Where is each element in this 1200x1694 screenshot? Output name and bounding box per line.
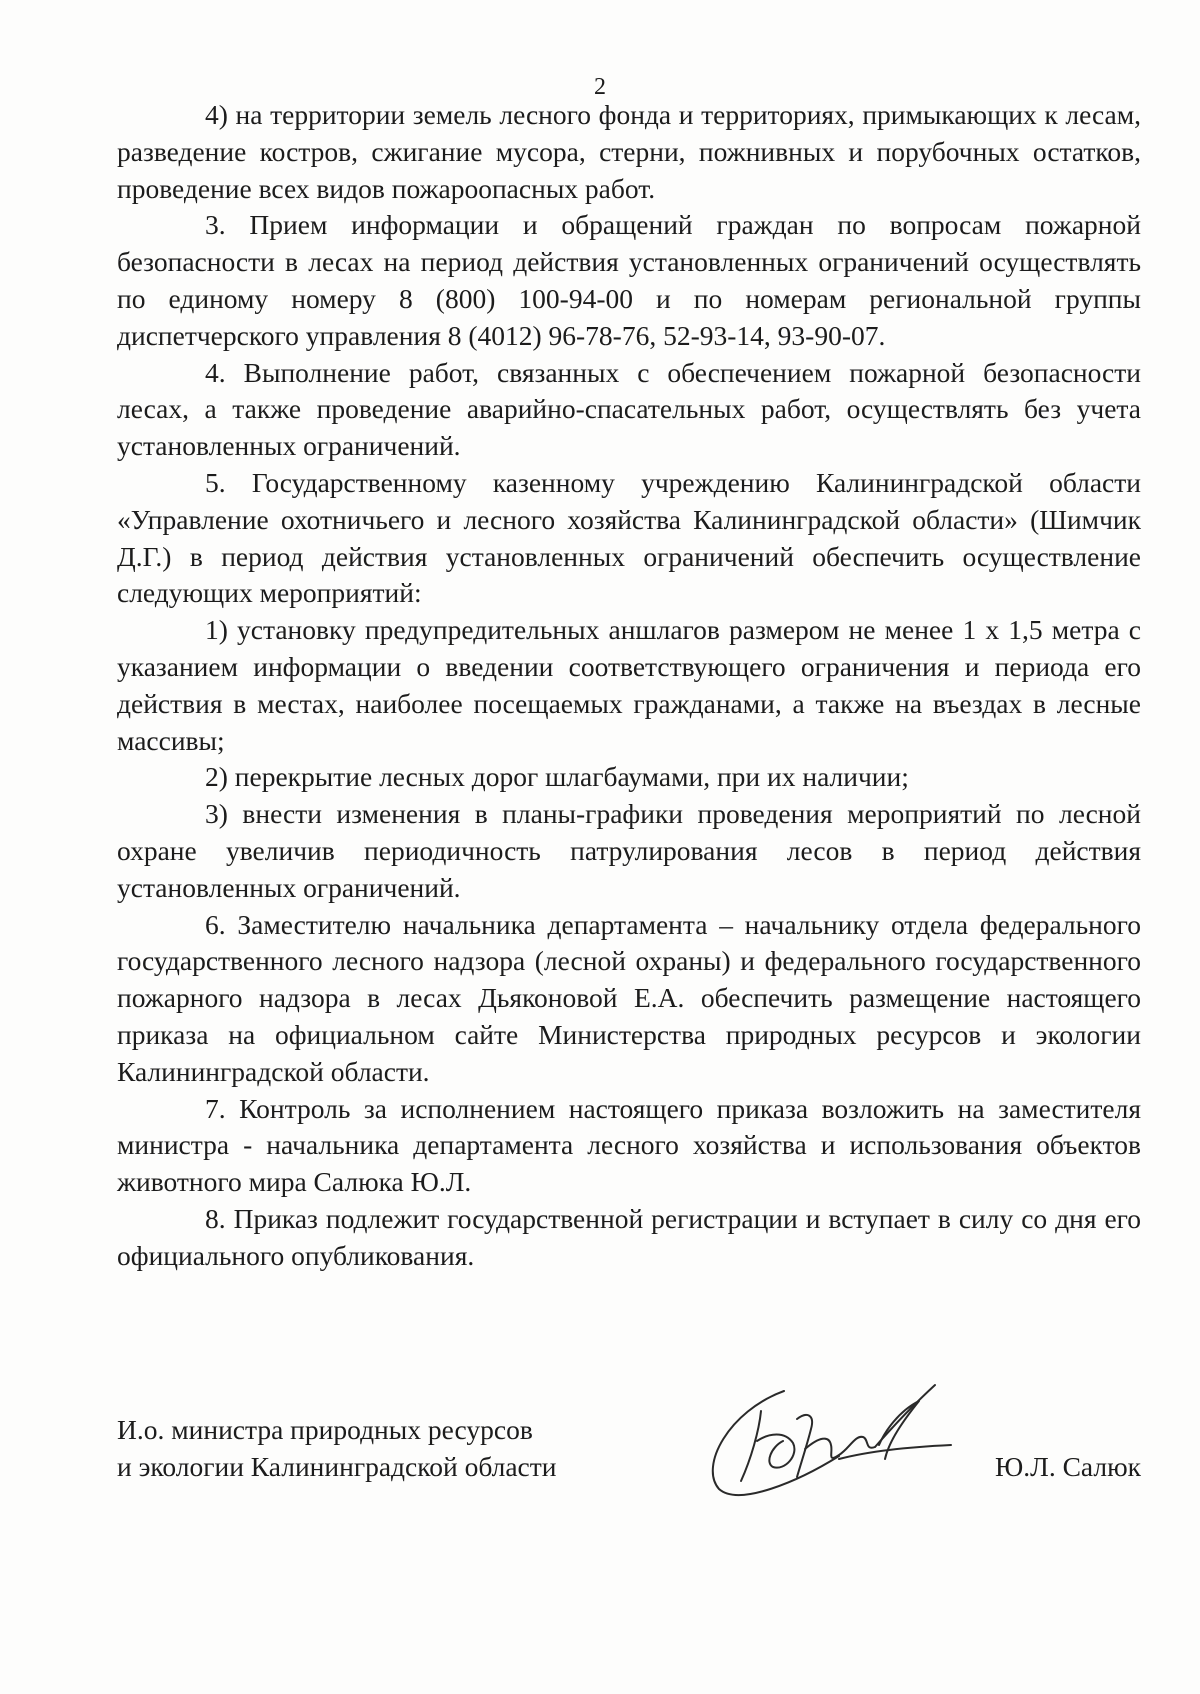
paragraph-3: 3. Прием информации и обращений граждан по вопросам пожарной безопасности в лесах на период действия установленных ограничений осуществлять по единому номеру 8 (800) 100-94-00 и по номерам региональной группы диспетчерского управления 8 (4012) 96-78-76, 52-93-14, 93-90-07.	[117, 209, 1141, 351]
paragraph-5: 5. Государственному казенному учреждению Калининградской области «Управление охотничьего и лесного хозяйства Калининградской области» (Шимчик Д.Г.) в период действия установленных ограничений обеспечить осуществление следующих мероприятий:	[117, 466, 1141, 609]
paragraph-7: 7. Контроль за исполнением настоящего приказа возложить на заместителя министра - начальника департамента лесного хозяйства и использования объектов животного мира Салюка Ю.Л.	[117, 1092, 1141, 1198]
paragraph-6: 6. Заместителю начальника департамента – начальнику отдела федерального государственного лесного надзора (лесной охраны) и федерального государственного пожарного надзора в лесах Дьяконовой Е.А. обеспечить размещение настоящего приказа на официальном сайте Министерства природных ресурсов и экологии Калининградской области.	[117, 908, 1141, 1087]
paragraph-item-4: 4) на территории земель лесного фонда и территориях, примыкающих к лесам, разведение костров, сжигание мусора, стерни, пожнивных и порубочных остатков, проведение всех видов пожароопасных работ.	[117, 99, 1141, 204]
paragraph-4: 4. Выполнение работ, связанных с обеспечением пожарной безопасности лесах, а также проведение аварийно-спасательных работ, осуществлять без учета установленных ограничений.	[117, 356, 1141, 462]
signer-title-line-2: и экологии Калининградской области	[117, 1451, 557, 1482]
signer-title	[117, 1411, 557, 1485]
paragraph-5-item-1: 1) установку предупредительных аншлагов размером не менее 1 х 1,5 метра с указанием информации о введении соответствующего ограничения и периода его действия в местах, наиболее посещаемых гражданами, а также на въездах в лесные массивы;	[117, 614, 1141, 756]
paragraph-5-item-3: 3) внести изменения в планы-графики проведения мероприятий по лесной охране увеличив периодичность патрулирования лесов в период действия установленных ограничений.	[117, 798, 1141, 903]
paragraph-5-item-2: 2) перекрытие лесных дорог шлагбаумами, при их наличии;	[205, 761, 909, 793]
signer-title-line-1: И.о. министра природных ресурсов	[117, 1414, 533, 1445]
signer-name: Ю.Л. Салюк	[995, 1451, 1141, 1482]
page-number: 2	[594, 74, 606, 100]
signature-block	[117, 1411, 1141, 1531]
document-body	[117, 97, 1141, 1275]
handwritten-signature	[689, 1371, 959, 1511]
paragraph-8: 8. Приказ подлежит государственной регистрации и вступает в силу со дня его официального опубликования.	[117, 1202, 1141, 1271]
